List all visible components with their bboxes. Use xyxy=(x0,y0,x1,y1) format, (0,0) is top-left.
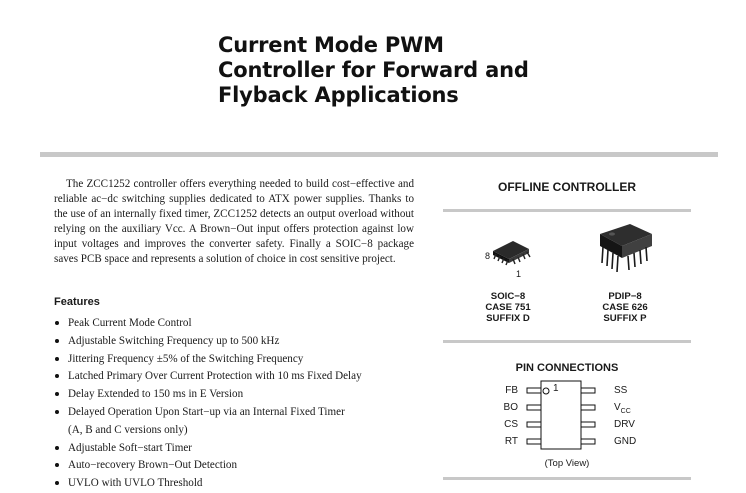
soic8-pin1-label: 1 xyxy=(516,269,522,279)
feature-item xyxy=(54,404,434,440)
offline-controller-title: OFFLINE CONTROLLER xyxy=(498,180,636,194)
feature-item xyxy=(54,368,434,386)
pin-gnd: GND xyxy=(614,436,637,447)
soic8-name: SOIC−8 xyxy=(490,291,526,302)
title-line-1: Current Mode PWM xyxy=(218,33,444,57)
header-divider xyxy=(40,152,718,157)
package-divider xyxy=(443,340,691,343)
features-heading: Features xyxy=(54,296,100,308)
pin-cs: CS xyxy=(504,419,518,430)
feature-item xyxy=(54,440,434,458)
pdip8-name: PDIP−8 xyxy=(608,291,642,302)
pinout-diagram xyxy=(521,381,601,451)
pin-rt: RT xyxy=(504,436,518,447)
pin-fb: FB xyxy=(505,385,518,396)
feature-text: Adjustable Switching Frequency up to 500 kHz xyxy=(68,334,280,347)
offline-controller-divider xyxy=(443,209,691,212)
soic8-package-label xyxy=(463,291,553,324)
intro-paragraph: The ZCC1252 controller offers everything needed to build cost−effective and reliable ac−dc switching supplies dedicated to ATX power supplies. Thanks to the use of an internally fixed timer, ZCC1252 detects an output overload without relying on the auxiliary Vcc. A Brown−Out input offers protection against low input voltages and improves the converter safety. Finally a SOIC−8 package saves PCB space and represents a solution of choice in cost sensitive project. xyxy=(54,178,414,265)
feature-item xyxy=(54,386,434,404)
pin-vcc xyxy=(614,402,631,418)
feature-text: Peak Current Mode Control xyxy=(68,317,192,329)
pin-bo: BO xyxy=(503,402,518,413)
pin-vcc-main: V xyxy=(614,402,621,413)
feature-subtext: (A, B and C versions only) xyxy=(68,423,188,436)
feature-item xyxy=(54,333,434,351)
pdip8-package-image xyxy=(590,220,660,280)
pin1-marker: 1 xyxy=(553,383,559,394)
feature-item xyxy=(54,475,434,493)
feature-text: Auto−recovery Brown−Out Detection xyxy=(68,459,238,472)
title-line-3: Flyback Applications xyxy=(218,83,459,107)
feature-text: Jittering Frequency ±5% of the Switching Frequency xyxy=(68,352,304,365)
document-title xyxy=(218,33,638,108)
soic8-suffix: SUFFIX D xyxy=(486,313,530,324)
pdip8-package-label xyxy=(580,291,670,324)
pinout-caption: (Top View) xyxy=(544,458,590,469)
pin1-indicator-icon xyxy=(543,388,549,394)
feature-item xyxy=(54,351,434,369)
feature-text: Delay Extended to 150 ms in E Version xyxy=(68,388,244,401)
feature-text: Latched Primary Over Current Protection with 10 ms Fixed Delay xyxy=(68,370,362,383)
pin-drv: DRV xyxy=(614,419,635,430)
soic8-pin8-label: 8 xyxy=(485,251,491,261)
title-line-2: Controller for Forward and xyxy=(218,58,529,82)
soic8-package-image xyxy=(487,237,537,269)
pin-vcc-subscript: CC xyxy=(620,408,631,415)
soic8-case: CASE 751 xyxy=(485,302,531,313)
pdip8-case: CASE 626 xyxy=(602,302,648,313)
feature-item xyxy=(54,315,434,333)
feature-text: Delayed Operation Upon Start−up via an Internal Fixed Timer xyxy=(68,405,345,418)
pin-ss: SS xyxy=(614,385,628,396)
feature-text: Adjustable Soft−start Timer xyxy=(68,441,192,454)
pdip8-suffix: SUFFIX P xyxy=(603,313,647,324)
feature-item xyxy=(54,457,434,475)
pin-connections-title: PIN CONNECTIONS xyxy=(515,362,619,374)
features-list xyxy=(54,315,434,493)
feature-text: UVLO with UVLO Threshold xyxy=(68,477,203,490)
